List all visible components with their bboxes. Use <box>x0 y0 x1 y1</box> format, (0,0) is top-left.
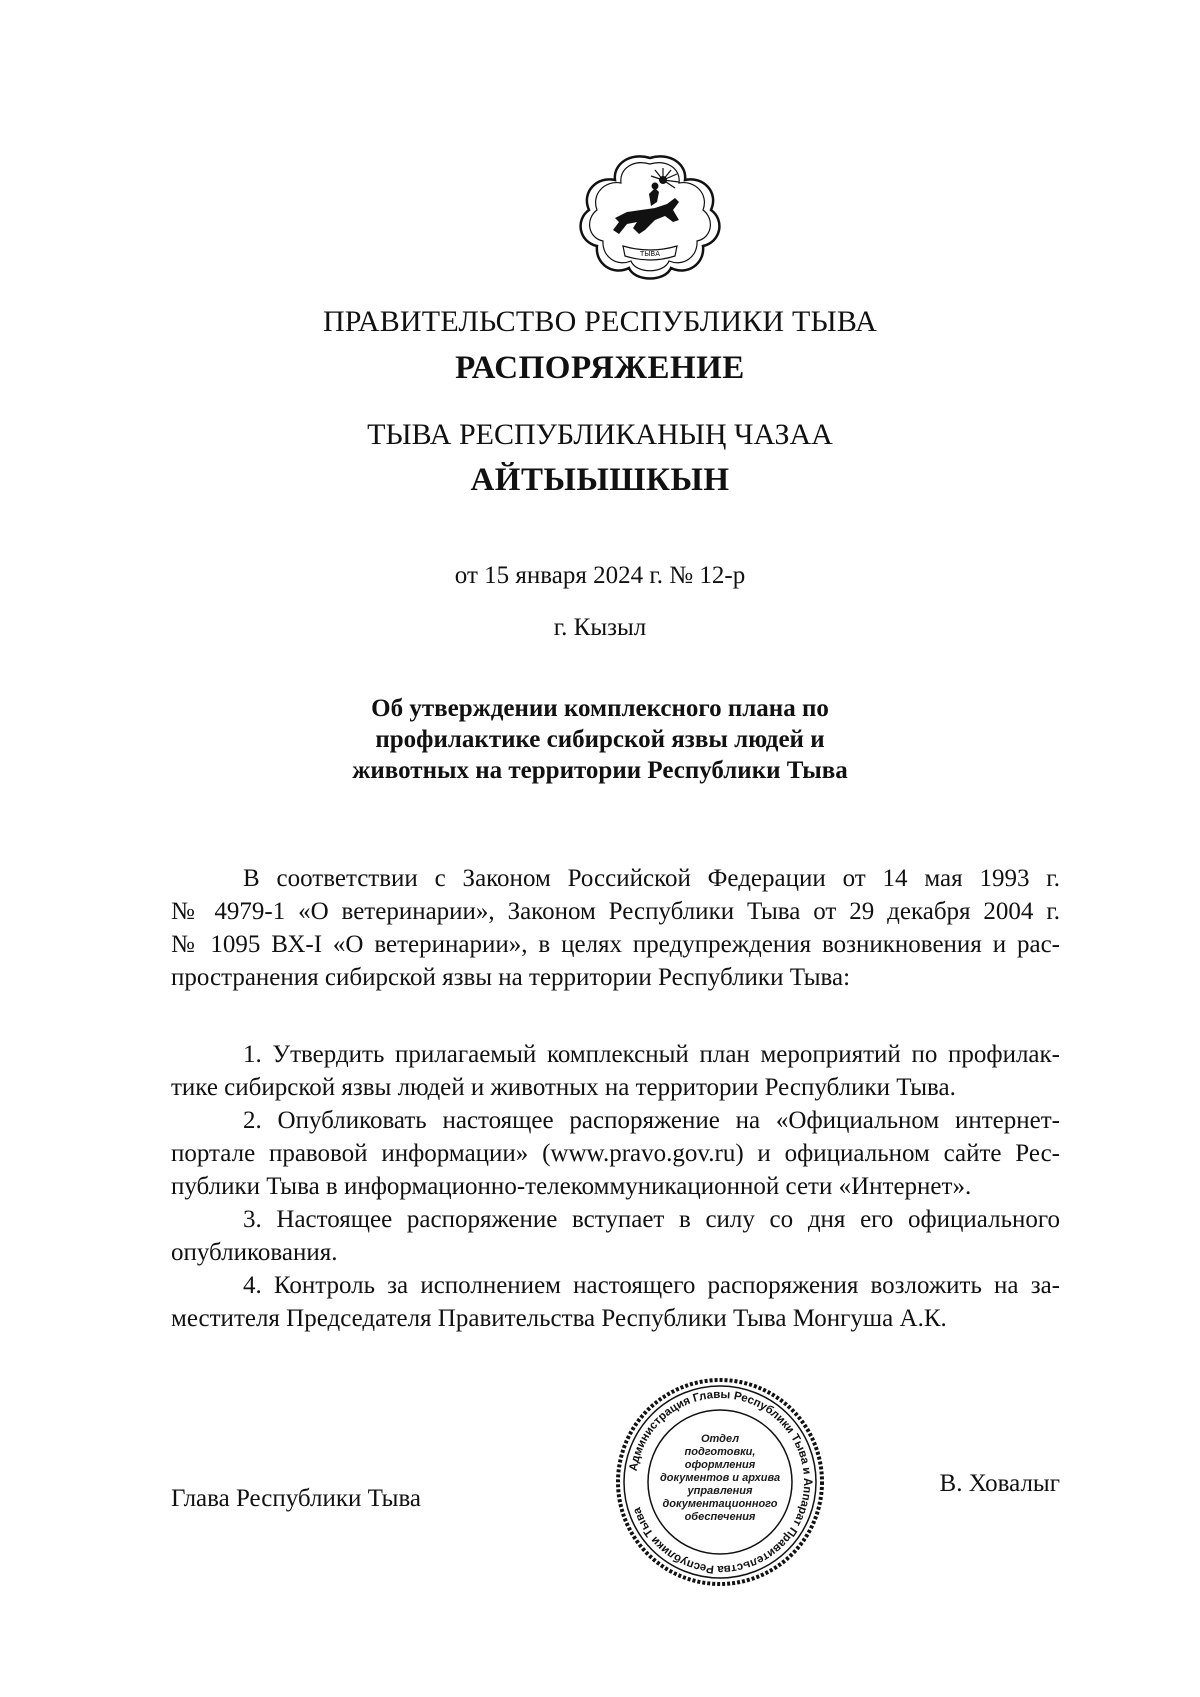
document-city: г. Кызыл <box>553 614 647 641</box>
signatory-name: В. Ховалыг <box>939 1470 1060 1497</box>
stamp-line: управления <box>687 1485 753 1497</box>
stamp-line: документационного <box>662 1498 778 1510</box>
stamp-line: Отдел <box>700 1433 740 1445</box>
document-title <box>300 693 900 786</box>
item-2-line: портале правовой информации» (www.pravo.gov.ru) и официальном сайте Рес- <box>171 1140 1060 1167</box>
stamp-line: документов и архива <box>660 1472 781 1484</box>
preamble-paragraph <box>171 862 1060 994</box>
document-date-number: от 15 января 2024 г. № 12-р <box>454 562 746 589</box>
stamp-line: подготовки, <box>684 1446 756 1458</box>
document-type-tv: АЙТЫЫШКЫН <box>470 462 730 498</box>
signatory-position: Глава Республики Тыва <box>171 1485 422 1512</box>
item-2-line: публики Тыва в информационно-телекоммуникационной сети «Интернет». <box>171 1173 972 1200</box>
emblem-text: ТЫВА <box>639 250 661 258</box>
title-line: животных на территории Республики Тыва <box>352 757 848 784</box>
title-line: Об утверждении комплексного плана по <box>371 695 829 722</box>
stamp-line: обеспечения <box>684 1511 756 1523</box>
tuva-emblem-icon <box>575 150 725 285</box>
item-2-line: 2. Опубликовать настоящее распоряжение на «Официальном интернет- <box>243 1107 1060 1134</box>
item-3-line: опубликования. <box>171 1239 338 1266</box>
government-name-ru: ПРАВИТЕЛЬСТВО РЕСПУБЛИКИ ТЫВА <box>322 305 878 338</box>
item-4-line: местителя Председателя Правительства Республики Тыва Монгуша А.К. <box>171 1305 947 1332</box>
item-4-line: 4. Контроль за исполнением настоящего распоряжения возложить на за- <box>243 1272 1060 1299</box>
stamp-line: оформления <box>684 1459 756 1471</box>
text-line: № 4979-1 «О ветеринарии», Законом Республики Тыва от 29 декабря 2004 г. <box>171 898 1060 925</box>
stamp-ring-text: Администрация Главы Республики Тыва и Аппарат Правительства Республики Тыва <box>627 1388 814 1576</box>
text-line: пространения сибирской язвы на территории Республики Тыва: <box>171 964 851 991</box>
text-line: В соответствии с Законом Российской Федерации от 14 мая 1993 г. <box>243 865 1060 892</box>
document-type-ru: РАСПОРЯЖЕНИЕ <box>455 350 745 386</box>
title-line: профилактике сибирской язвы людей и <box>375 726 825 753</box>
stamp-center-text <box>660 1433 780 1524</box>
item-1-line: тике сибирской язвы людей и животных на территории Республики Тыва. <box>171 1074 956 1101</box>
item-3-line: 3. Настоящее распоряжение вступает в силу со дня его официального <box>243 1206 1060 1233</box>
text-line: № 1095 ВХ-I «О ветеринарии», в целях предупреждения возникновения и рас- <box>171 931 1060 958</box>
order-items <box>171 1038 1060 1335</box>
government-name-tv: ТЫВА РЕСПУБЛИКАНЫҢ ЧАЗАА <box>367 418 833 451</box>
item-1-line: 1. Утвердить прилагаемый комплексный план мероприятий по профилак- <box>243 1041 1060 1068</box>
